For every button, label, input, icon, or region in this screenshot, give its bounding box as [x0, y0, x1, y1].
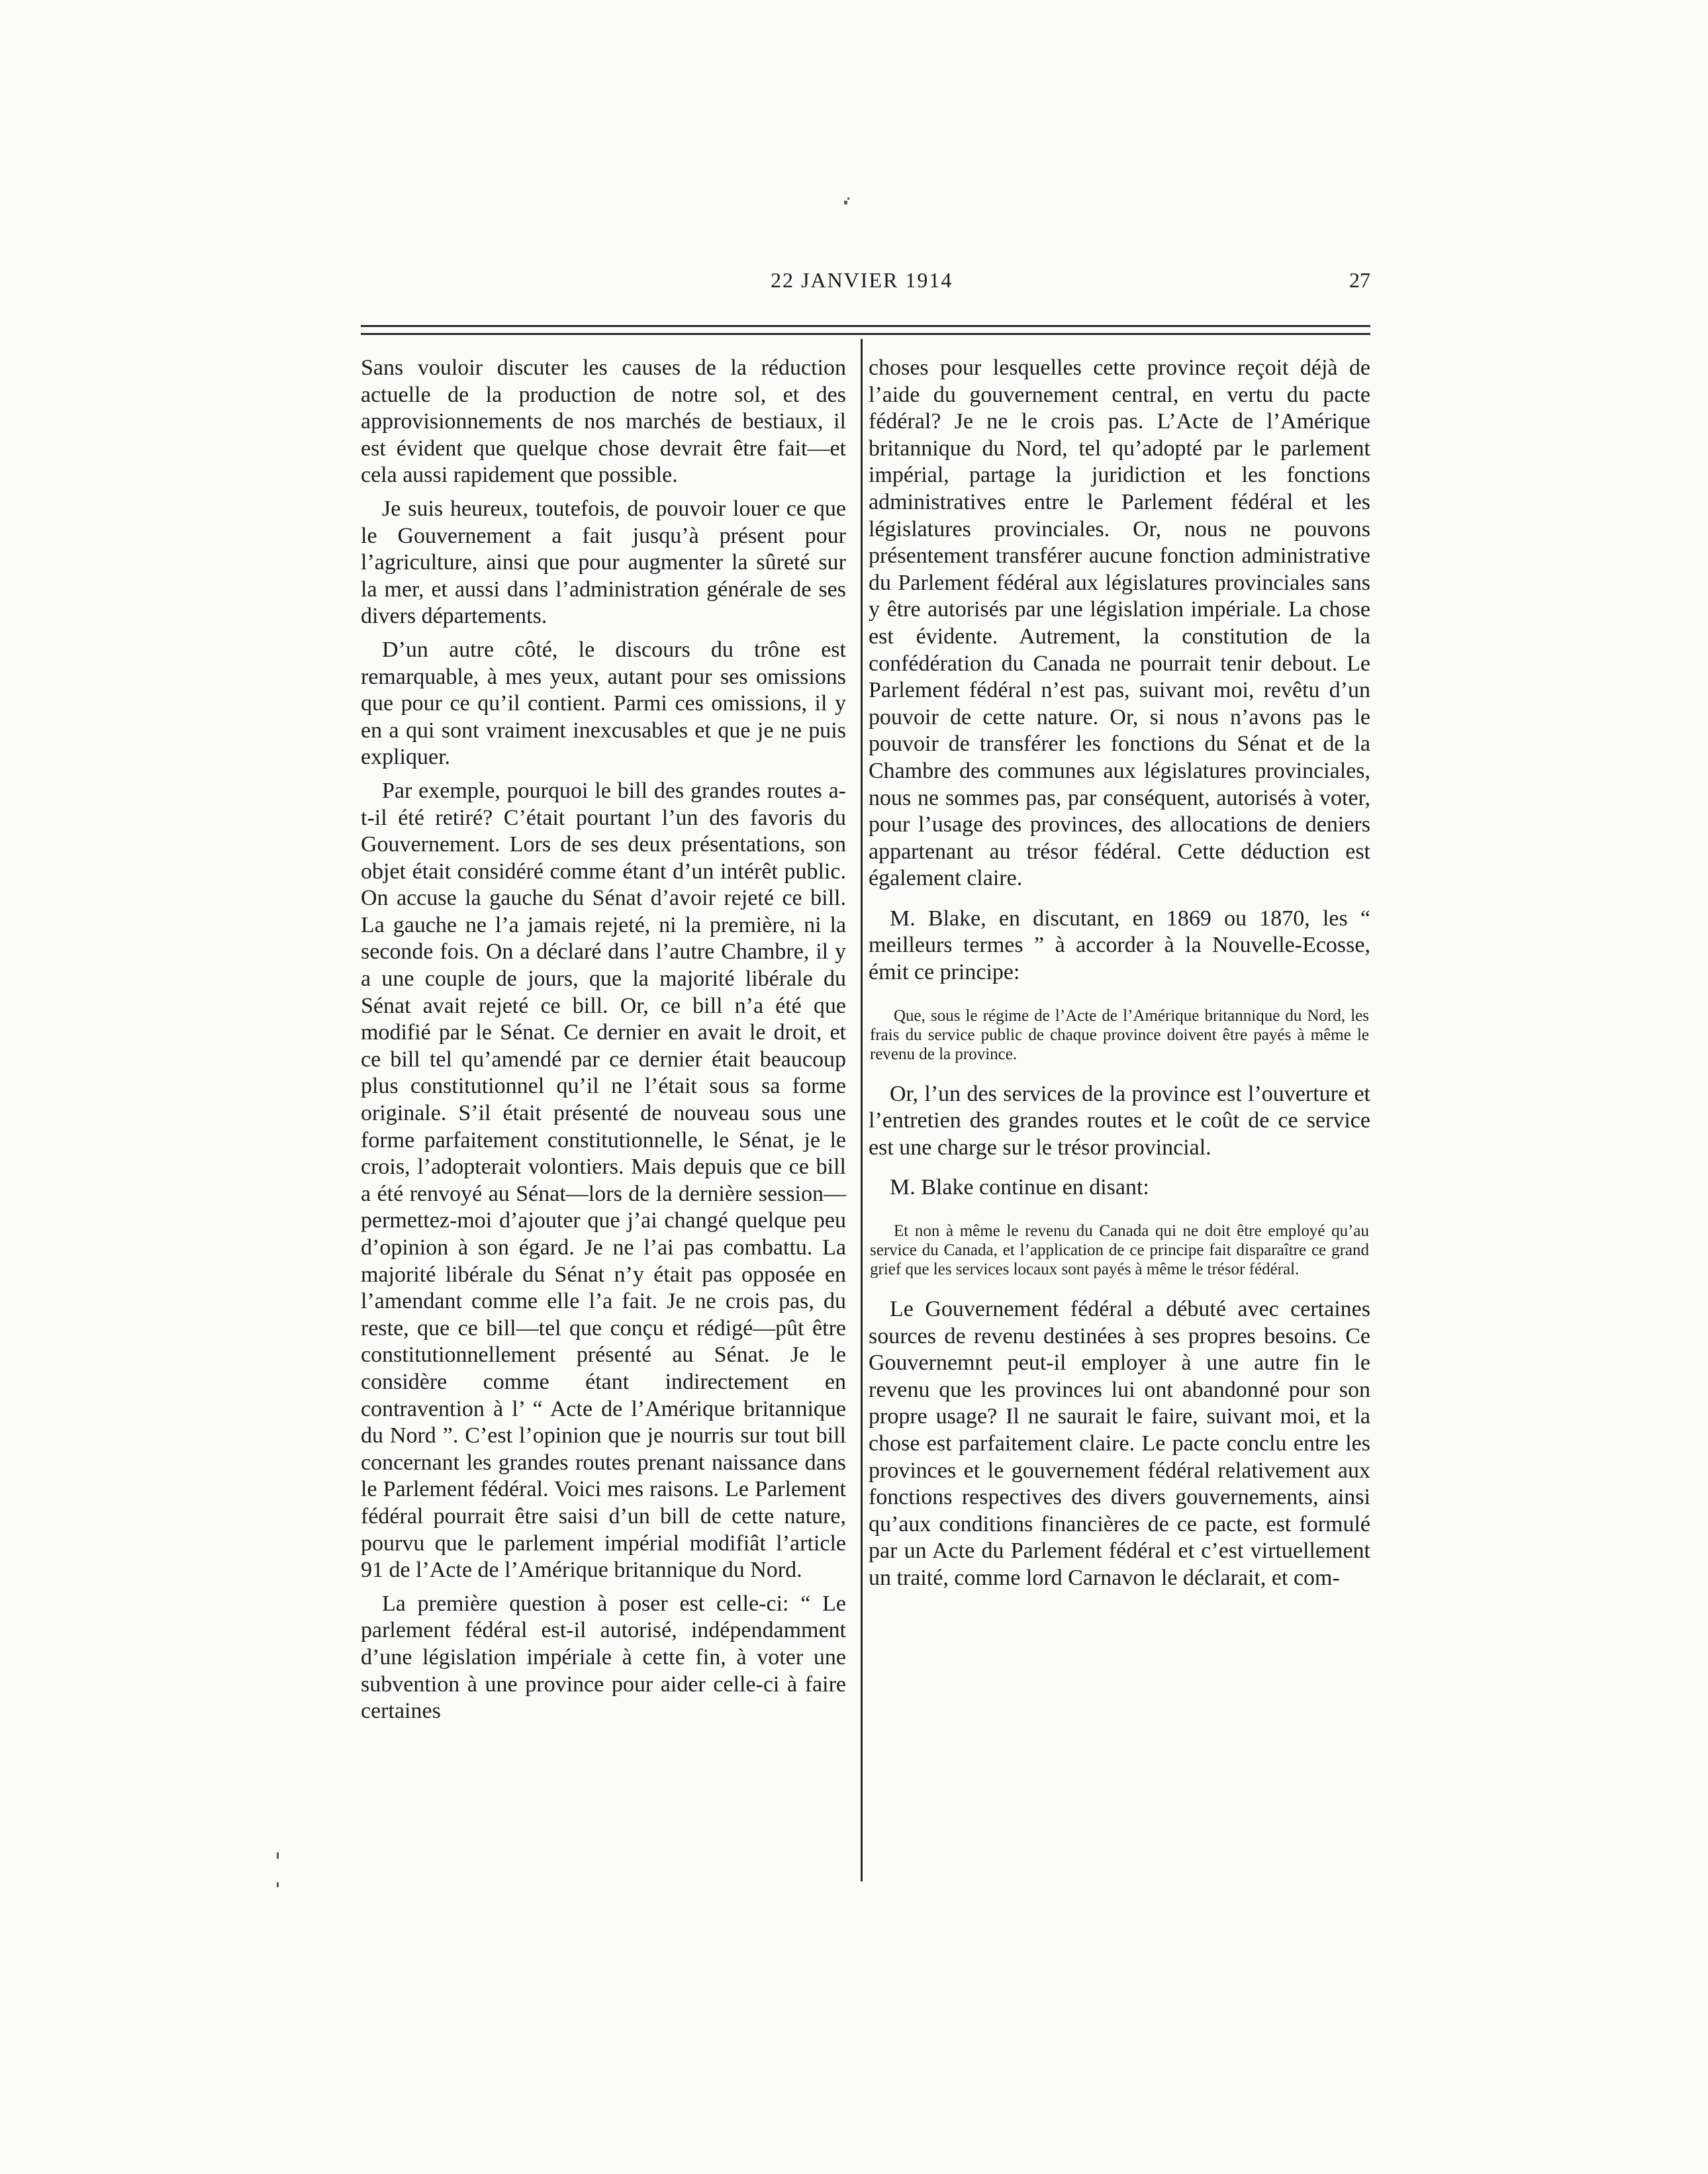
paragraph: M. Blake continue en disant:	[890, 1175, 1149, 1200]
page-header	[357, 268, 1370, 301]
scan-speck	[277, 1882, 279, 1887]
scan-speck	[844, 201, 847, 205]
paragraph: Par exemple, pourquoi le bill des grandes routes a-t-il été retiré? C’était pourtant l’un des favoris du Gouvernement. Lors de ses deux présentations, son objet était considéré comme étant d’un intérêt public. On accuse la gauche du Sénat d’avoir rejeté ce bill. La gauche ne l’a jamais rejeté, ni la première, ni la seconde fois. On a déclaré dans l’autre Chambre, il y a une couple de jours, que la majorité libérale du Sénat avait rejeté ce bill. Or, ce bill n’a été que modifié par le Sénat. Ce dernier en avait le droit, et ce bill tel qu’amendé par ce dernier était beaucoup plus constitutionnel qu’il ne l’était sous sa forme originale. S’il était présenté de nouveau sous une forme parfaitement constitutionnelle, le Sénat, je le crois, l’adopterait volontiers. Mais depuis que ce bill a été renvoyé au Sénat—lors de la dernière session—permettez-moi d’ajouter que j’ai changé quelque peu d’opinion à son égard. Je ne l’ai pas combattu. La majorité libérale du Sénat n’y était pas opposée en l’amendant comme elle l’a fait. Je ne crois pas, du reste, que ce bill—tel que conçu et rédigé—pût être constitutionnellement présenté au Sénat. Je le considère comme étant indirectement en contravention à l’ “ Acte de l’Amérique britannique du Nord ”. C’est l’opinion que je nourris sur tout bill concernant les grandes routes prenant naissance dans le Parlement fédéral. Voici mes raisons. Le Parlement fédéral pourrait être saisi d’un bill de cette nature, pourvu que le parlement impérial modifiât l’article 91 de l’Acte de l’Amérique britannique du Nord.	[361, 778, 846, 1583]
column-divider	[861, 339, 863, 1881]
paragraph: Le Gouvernement fédéral a débuté avec certaines sources de revenu destinées à ses propres besoins. Ce Gouvernemnt peut-il employer à une autre fin le revenu que les provinces lui ont abandonné pour son propre usage? Il ne saurait le faire, suivant moi, et la chose est parfaitement claire. Le pacte conclu entre les provinces et le gouvernement fédéral relativement aux fonctions respectives des divers gouvernements, ainsi qu’aux conditions financières de ce pacte, est formulé par un Acte du Parlement fédéral et c’est virtuellement un traité, comme lord Carnavon le déclarait, et com-	[869, 1297, 1370, 1590]
scan-speck	[847, 197, 849, 200]
page-number: 27	[1349, 268, 1370, 292]
block-quote: Que, sous le régime de l’Acte de l’Amérique britannique du Nord, les frais du service public de chaque province doivent être payés à même le revenu de la province.	[870, 1006, 1369, 1063]
scan-speck	[277, 1852, 279, 1859]
paragraph: M. Blake, en discutant, en 1869 ou 1870, les “ meilleurs termes ” à accorder à la Nouvelle-Ecosse, émit ce principe:	[869, 906, 1370, 985]
left-column	[361, 355, 846, 1732]
paragraph: Or, l’un des services de la province est l’ouverture et l’entretien des grandes routes et le coût de ce service est une charge sur le trésor provincial.	[869, 1081, 1370, 1160]
paragraph: D’un autre côté, le discours du trône est remarquable, à mes yeux, autant pour ses omissions que pour ce qu’il contient. Parmi ces omissions, il y en a qui sont vraiment inexcusables et que je ne puis expliquer.	[361, 637, 846, 770]
paragraph: La première question à poser est celle-ci: “ Le parlement fédéral est-il autorisé, indépendamment d’une législation impériale à cette fin, à voter une subvention à une province pour aider celle-ci à faire certaines	[361, 1591, 846, 1724]
right-column	[869, 355, 1370, 1599]
block-quote: Et non à même le revenu du Canada qui ne doit être employé qu’au service du Canada, et l’application de ce principe fait disparaître ce grand grief que les services locaux sont payés à même le trésor fédéral.	[870, 1222, 1369, 1279]
header-rule-top	[361, 325, 1370, 327]
paragraph: choses pour lesquelles cette province reçoit déjà de l’aide du gouvernement central, en vertu du pacte fédéral? Je ne le crois pas. L’Acte de l’Amérique britannique du Nord, tel qu’adopté par le parlement impérial, partage la juridiction et les fonctions administratives entre le Parlement fédéral et les législatures provinciales. Or, nous ne pouvons présentement transférer aucune fonction administrative du Parlement fédéral aux législatures provinciales sans y être autorisés par une législation impériale. La chose est évidente. Autrement, la constitution de la confédération du Canada ne pourrait tenir debout. Le Parlement fédéral n’est pas, suivant moi, revêtu d’un pouvoir de cette nature. Or, si nous n’avons pas le pouvoir de transférer les fonctions du Sénat et de la Chambre des communes aux législatures provinciales, nous ne sommes pas, par conséquent, autorisés à voter, pour l’usage des provinces, des allocations de deniers appartenant au trésor fédéral. Cette déduction est également claire.	[869, 355, 1370, 891]
header-rule-bottom	[361, 333, 1370, 335]
header-date: 22 JANVIER 1914	[771, 268, 953, 292]
paragraph: Je suis heureux, toutefois, de pouvoir louer ce que le Gouvernement a fait jusqu’à présent pour l’agriculture, ainsi que pour augmenter la sûreté sur la mer, et aussi dans l’administration générale de ses divers départements.	[361, 496, 846, 629]
paragraph: Sans vouloir discuter les causes de la réduction actuelle de la production de notre sol, et des approvisionnements de nos marchés de bestiaux, il est évident que quelque chose devrait être fait—et cela aussi rapidement que possible.	[361, 355, 846, 488]
